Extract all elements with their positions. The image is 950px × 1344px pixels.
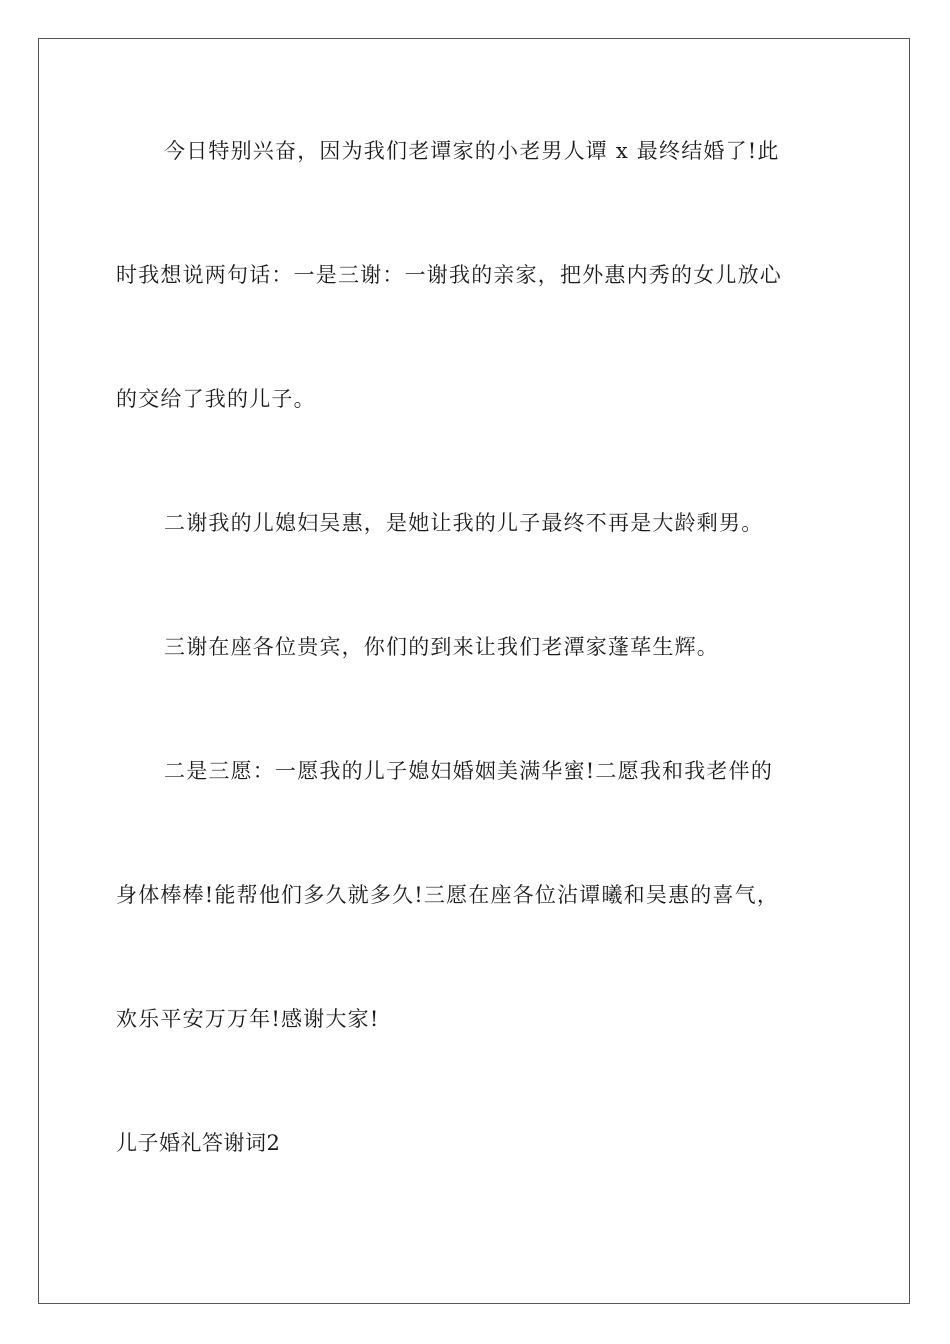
paragraph-line: 二谢我的儿媳妇吴惠，是她让我的儿子最终不再是大龄剩男。 (164, 511, 764, 535)
paragraph-line: 的交给了我的儿子。 (116, 387, 316, 411)
paragraph-line: 身体棒棒!能帮他们多久就多久!三愿在座各位沾谭曦和吴惠的喜气， (116, 883, 780, 907)
paragraph-line: 三谢在座各位贵宾，你们的到来让我们老潭家蓬荜生辉。 (164, 635, 719, 659)
page-border (38, 38, 910, 1304)
paragraph-line: 欢乐平安万万年!感谢大家! (116, 1007, 380, 1031)
paragraph-line: 二是三愿：一愿我的儿子媳妇婚姻美满华蜜!二愿我和我老伴的 (164, 759, 774, 783)
paragraph-line: 时我想说两句话：一是三谢：一谢我的亲家，把外惠内秀的女儿放心 (116, 263, 782, 287)
paragraph-line: 今日特别兴奋，因为我们老谭家的小老男人谭 x 最终结婚了!此 (164, 139, 780, 163)
section-heading: 儿子婚礼答谢词2 (116, 1131, 281, 1155)
